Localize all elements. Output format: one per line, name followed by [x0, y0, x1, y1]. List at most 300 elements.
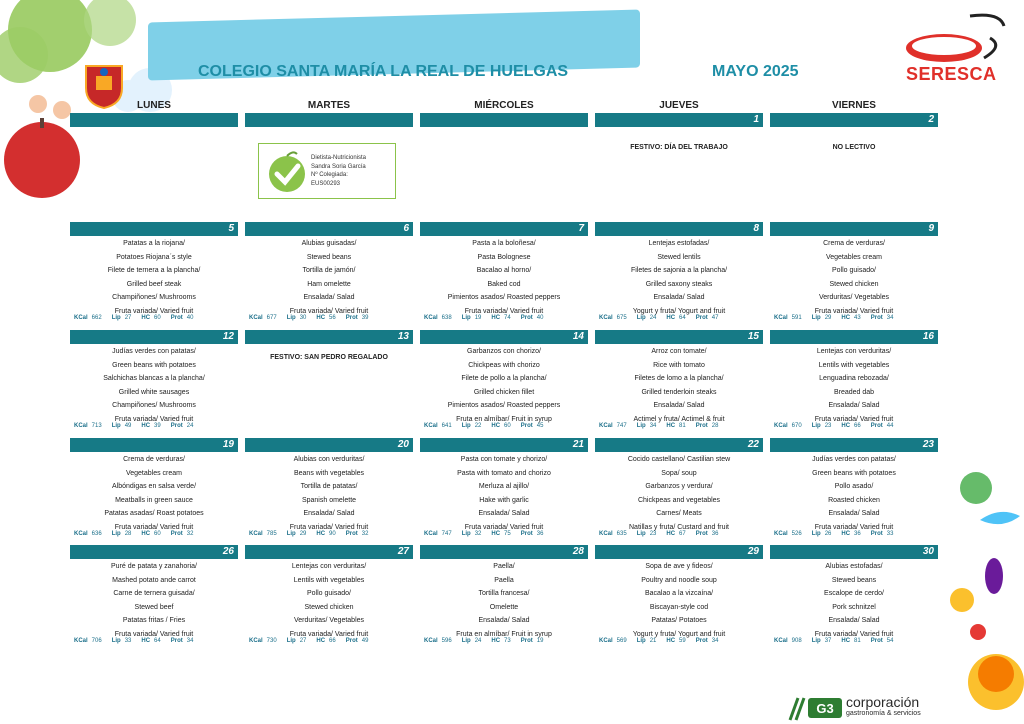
menu-item: Escalope de cerdo/ [824, 590, 884, 597]
menu-item: Albóndigas en salsa verde/ [111, 483, 197, 490]
vegetables-illustration [940, 460, 1024, 724]
nutrition-label-kcal: KCal [249, 638, 263, 644]
nutrition-value-kcal: 670 [791, 423, 802, 429]
menu-item: Fruta variada/ Varied fruit [114, 415, 194, 423]
nutrition-label-kcal: KCal [74, 423, 88, 429]
menu-item: Stewed beef [134, 603, 174, 611]
menu-item: Stewed beans [306, 253, 352, 261]
nutrition-label-kcal: KCal [774, 423, 788, 429]
nutrition-label-lip: Lip [111, 638, 121, 644]
menu-cell [245, 560, 413, 641]
day-number-bar: 9 [770, 222, 938, 236]
menu-item: Fruta variada/ Varied fruit [114, 630, 194, 638]
day-number-bar: 21 [420, 438, 588, 452]
menu-item: Champiñones/ Mushrooms [112, 402, 196, 409]
menu-item: Fruta variada/ Varied fruit [114, 307, 194, 315]
nutrition-label-hc: HC [141, 315, 151, 321]
menu-cell [245, 345, 413, 365]
nutrition-value-kcal: 596 [441, 638, 452, 644]
nutrition-label-prot: Prot [170, 315, 183, 321]
nutrition-value-prot: 44 [886, 423, 894, 429]
menu-cell [595, 345, 763, 426]
nutrition-value-hc: 60 [504, 423, 511, 429]
nutrition-label-prot: Prot [695, 423, 708, 429]
footer-subtitle: gastronomía & servicios [846, 710, 921, 717]
menu-item: Salchichas blancas a la plancha/ [103, 375, 205, 382]
menu-item: Grilled tenderloin steaks [641, 388, 717, 396]
nutrition-value-prot: 49 [361, 638, 369, 644]
day-number-bar: 19 [70, 438, 238, 452]
nutrition-value-kcal: 675 [616, 315, 627, 321]
menu-item: Paella/ [493, 563, 515, 570]
nutrition-label-lip: Lip [811, 423, 821, 429]
nutrition-label-prot: Prot [870, 315, 883, 321]
checkmark-apple-icon [265, 150, 309, 194]
nutrition-label-prot: Prot [870, 423, 883, 429]
nutrition-label-prot: Prot [170, 423, 183, 429]
nutrition-row [599, 315, 767, 321]
nutrition-value-lip: 23 [649, 531, 657, 537]
nutrition-label-hc: HC [141, 531, 151, 537]
menu-item: Rice with tomato [653, 361, 705, 369]
menu-item: Vegetables cream [125, 469, 183, 477]
menu-item: Roasted chicken [828, 496, 880, 504]
nutrition-value-prot: 34 [711, 638, 719, 644]
day-number-bar: 22 [595, 438, 763, 452]
menu-item: Pimientos asados/ Roasted peppers [447, 294, 561, 301]
menu-cell [770, 345, 938, 426]
menu-item: Pimientos asados/ Roasted peppers [447, 402, 561, 409]
nutrition-label-prot: Prot [345, 638, 358, 644]
nutrition-label-lip: Lip [461, 638, 471, 644]
nutrition-value-kcal: 785 [266, 531, 277, 537]
nutrition-label-hc: HC [141, 638, 151, 644]
nutrition-label-hc: HC [316, 315, 326, 321]
nutrition-label-lip: Lip [636, 423, 646, 429]
nutrition-value-lip: 24 [474, 638, 482, 644]
menu-item: Champiñones/ Mushrooms [112, 294, 196, 301]
nutrition-label-prot: Prot [695, 638, 708, 644]
menu-item: Breaded dab [833, 388, 875, 396]
nutrition-label-prot: Prot [345, 531, 358, 537]
menu-item: Spanish omelette [301, 496, 357, 504]
day-header: MARTES [307, 100, 351, 111]
menu-item: Tortilla de jamón/ [302, 267, 356, 274]
menu-item: Yogurt y fruta/ Yogurt and fruit [632, 630, 726, 638]
menu-item: Fruta variada/ Varied fruit [814, 415, 894, 423]
nutrition-value-hc: 67 [679, 531, 686, 537]
school-title: COLEGIO SANTA MARÍA LA REAL DE HUELGAS [198, 63, 569, 80]
menu-cell [420, 345, 588, 426]
menu-item: Ensalada/ Salad [478, 510, 530, 517]
nutrition-label-kcal: KCal [599, 638, 613, 644]
day-number-bar: 27 [245, 545, 413, 559]
menu-cell [70, 560, 238, 641]
dietitian-license-number: EUS00293 [311, 180, 341, 187]
nutrition-label-kcal: KCal [74, 315, 88, 321]
day-number-bar: 23 [770, 438, 938, 452]
menu-item: Ensalada/ Salad [828, 402, 880, 409]
menu-item: Filetes de sajonia a la plancha/ [630, 267, 728, 274]
menu-item: Judías verdes con patatas/ [812, 456, 896, 463]
nutrition-value-prot: 32 [361, 531, 369, 537]
nutrition-value-lip: 27 [124, 315, 132, 321]
menu-item: Natillas y fruta/ Custard and fruit [629, 523, 729, 531]
nutrition-label-kcal: KCal [74, 531, 88, 537]
nutrition-label-lip: Lip [111, 315, 121, 321]
menu-item: Vegetables cream [825, 253, 883, 261]
nutrition-value-hc: 64 [154, 638, 161, 644]
nutrition-label-lip: Lip [811, 315, 821, 321]
nutrition-label-kcal: KCal [599, 531, 613, 537]
nutrition-label-kcal: KCal [249, 315, 263, 321]
menu-item: Pasta Bolognese [477, 253, 531, 261]
nutrition-value-lip: 21 [649, 638, 657, 644]
menu-item: Crema de verduras/ [123, 456, 185, 463]
menu-item: Fruta variada/ Varied fruit [289, 523, 369, 531]
nutrition-label-lip: Lip [461, 423, 471, 429]
menu-item: Fruta variada/ Varied fruit [814, 307, 894, 315]
menu-item: Merluza al ajillo/ [478, 483, 530, 490]
menu-item: Pollo asado/ [834, 483, 874, 490]
nutrition-value-hc: 90 [329, 531, 336, 537]
menu-item: Lentejas con verduritas/ [291, 563, 367, 570]
day-number-bar [70, 113, 238, 127]
nutrition-value-prot: 33 [886, 531, 894, 537]
nutrition-label-hc: HC [491, 423, 501, 429]
menu-item: Carnes/ Meats [656, 510, 702, 517]
menu-item: Grilled white sausages [118, 388, 190, 396]
nutrition-value-hc: 66 [854, 423, 861, 429]
nutrition-label-hc: HC [841, 315, 851, 321]
nutrition-label-lip: Lip [461, 531, 471, 537]
nutrition-label-lip: Lip [636, 531, 646, 537]
menu-cell [595, 560, 763, 641]
nutrition-value-hc: 73 [504, 638, 511, 644]
day-number-bar: 15 [595, 330, 763, 344]
day-number-bar: 16 [770, 330, 938, 344]
nutrition-label-prot: Prot [170, 638, 183, 644]
nutrition-label-hc: HC [666, 315, 676, 321]
menu-item: Pollo guisado/ [307, 590, 351, 597]
nutrition-label-prot: Prot [695, 531, 708, 537]
nutrition-value-lip: 34 [649, 423, 657, 429]
nutrition-row [599, 531, 767, 537]
nutrition-label-lip: Lip [461, 315, 471, 321]
nutrition-label-kcal: KCal [249, 531, 263, 537]
menu-cell [70, 345, 238, 426]
day-note: FESTIVO: SAN PEDRO REGALADO [270, 354, 388, 361]
nutrition-value-kcal: 526 [791, 531, 802, 537]
menu-item: Fruta variada/ Varied fruit [464, 307, 544, 315]
menu-item: Pasta a la boloñesa/ [472, 240, 536, 247]
day-number-bar: 29 [595, 545, 763, 559]
brand-name: SERESCA [906, 64, 997, 84]
nutrition-label-prot: Prot [520, 531, 533, 537]
nutrition-row [599, 638, 767, 644]
nutrition-value-hc: 81 [679, 423, 686, 429]
menu-item: Verduritas/ Vegetables [293, 617, 365, 624]
menu-item: Fruta variada/ Varied fruit [289, 307, 369, 315]
menu-item: Fruta variada/ Varied fruit [814, 630, 894, 638]
nutrition-label-lip: Lip [286, 315, 296, 321]
nutrition-label-hc: HC [666, 423, 676, 429]
menu-cell [420, 237, 588, 318]
nutrition-label-lip: Lip [636, 638, 646, 644]
dietitian-role: Dietista-Nutricionista [311, 155, 367, 161]
menu-item: Arroz con tomate/ [651, 348, 707, 355]
menu-item: Ham omelette [307, 280, 351, 288]
menu-item: Filete de pollo a la plancha/ [461, 375, 547, 382]
nutrition-row [774, 638, 942, 644]
menu-item: Lentils with vegetables [293, 576, 365, 584]
nutrition-value-kcal: 706 [91, 638, 102, 644]
day-number-bar: 13 [245, 330, 413, 344]
menu-item: Lenguadina rebozada/ [819, 375, 889, 382]
nutrition-value-kcal: 641 [441, 423, 452, 429]
dietitian-license-label: Nº Colegiada: [311, 172, 348, 178]
nutrition-value-lip: 32 [474, 531, 482, 537]
nutrition-value-hc: 66 [329, 638, 336, 644]
menu-item: Ensalada/ Salad [653, 402, 705, 409]
menu-cell [420, 560, 588, 641]
menu-item: Fruta variada/ Varied fruit [464, 523, 544, 531]
menu-item: Potatoes Riojana´s style [116, 253, 192, 261]
menu-item: Patatas asadas/ Roast potatoes [104, 510, 204, 517]
nutrition-label-hc: HC [841, 423, 851, 429]
nutrition-label-prot: Prot [520, 638, 533, 644]
nutrition-value-hc: 81 [854, 638, 861, 644]
menu-cell [595, 237, 763, 318]
menu-item: Alubias estofadas/ [825, 563, 883, 570]
nutrition-label-kcal: KCal [424, 638, 438, 644]
nutrition-value-kcal: 713 [91, 423, 102, 429]
menu-item: Tortilla francesa/ [478, 590, 530, 597]
g3-mark: G3 [816, 701, 834, 716]
nutrition-value-kcal: 591 [791, 315, 802, 321]
nutrition-label-hc: HC [491, 315, 501, 321]
menu-item: Fruta en almíbar/ Fruit in syrup [456, 415, 552, 423]
menu-item: Fruta variada/ Varied fruit [114, 523, 194, 531]
menu-item: Judías verdes con patatas/ [112, 348, 196, 355]
nutrition-value-hc: 75 [504, 531, 511, 537]
day-note: FESTIVO: DÍA DEL TRABAJO [630, 144, 728, 151]
nutrition-label-hc: HC [666, 531, 676, 537]
menu-item: Ensalada/ Salad [478, 617, 530, 624]
nutrition-row [424, 423, 592, 429]
nutrition-label-prot: Prot [520, 423, 533, 429]
nutrition-label-lip: Lip [636, 315, 646, 321]
menu-item: Pollo guisado/ [832, 267, 876, 274]
menu-item: Bacalao a la vizcaína/ [644, 590, 714, 597]
nutrition-value-prot: 34 [186, 638, 194, 644]
menu-item: Grilled beef steak [126, 280, 182, 288]
menu-item: Filete de ternera a la plancha/ [107, 267, 201, 274]
nutrition-label-hc: HC [141, 423, 151, 429]
day-number-bar [245, 113, 413, 127]
menu-cell [770, 453, 938, 534]
nutrition-label-kcal: KCal [424, 531, 438, 537]
nutrition-value-lip: 30 [299, 315, 307, 321]
nutrition-label-kcal: KCal [774, 315, 788, 321]
nutrition-value-prot: 45 [536, 423, 544, 429]
menu-item: Stewed lentils [657, 253, 701, 261]
menu-item: Actimel y fruta/ Actimel & fruit [633, 415, 725, 423]
dietitian-name: Sandra Soria García [311, 163, 366, 170]
nutrition-value-lip: 19 [474, 315, 482, 321]
nutrition-value-kcal: 677 [266, 315, 277, 321]
menu-cell [595, 128, 763, 155]
dietitian-stamp [258, 143, 396, 199]
menu-item: Meatballs in green sauce [115, 496, 193, 504]
menu-item: Puré de patata y zanahoria/ [110, 563, 197, 570]
nutrition-value-prot: 19 [536, 638, 544, 644]
menu-cell [245, 453, 413, 534]
nutrition-value-lip: 33 [124, 638, 132, 644]
nutrition-value-kcal: 635 [616, 531, 627, 537]
menu-item: Garbanzos y verdura/ [645, 483, 713, 490]
nutrition-row [74, 531, 242, 537]
day-number-bar [420, 113, 588, 127]
menu-item: Alubias con verduritas/ [293, 456, 365, 463]
menu-item: Lentejas con verduritas/ [816, 348, 892, 355]
nutrition-label-prot: Prot [870, 531, 883, 537]
day-number-bar: 12 [70, 330, 238, 344]
day-header: VIERNES [832, 100, 876, 111]
menu-item: Ensalada/ Salad [828, 617, 880, 624]
day-header: LUNES [137, 100, 171, 111]
menu-item: Verduritas/ Vegetables [818, 294, 890, 301]
nutrition-value-prot: 28 [711, 423, 719, 429]
menu-item: Green beans with potatoes [812, 469, 896, 477]
nutrition-value-prot: 54 [886, 638, 894, 644]
menu-item: Tortilla de patatas/ [300, 483, 358, 490]
nutrition-value-hc: 60 [154, 531, 161, 537]
nutrition-label-hc: HC [491, 638, 501, 644]
menu-item: Paella [494, 576, 514, 584]
nutrition-row [249, 531, 417, 537]
nutrition-value-lip: 29 [824, 315, 832, 321]
nutrition-value-lip: 37 [824, 638, 832, 644]
menu-item: Pork schnitzel [832, 603, 876, 611]
menu-item: Patatas a la riojana/ [123, 240, 185, 247]
nutrition-label-kcal: KCal [74, 638, 88, 644]
menu-item: Patatas fritas / Fries [122, 617, 186, 624]
nutrition-row [74, 315, 242, 321]
nutrition-row [74, 638, 242, 644]
menu-item: Pasta con tomate y chorizo/ [460, 456, 548, 463]
menu-item: Ensalada/ Salad [828, 510, 880, 517]
day-number-bar: 30 [770, 545, 938, 559]
nutrition-value-hc: 36 [854, 531, 861, 537]
menu-cell [770, 560, 938, 641]
nutrition-row [599, 423, 767, 429]
nutrition-value-prot: 36 [711, 531, 719, 537]
menu-cell [245, 237, 413, 318]
nutrition-value-prot: 36 [536, 531, 544, 537]
nutrition-label-lip: Lip [286, 531, 296, 537]
day-header: MIÉRCOLES [474, 100, 534, 111]
nutrition-value-lip: 23 [824, 423, 832, 429]
day-number-bar: 26 [70, 545, 238, 559]
menu-item: Stewed chicken [829, 280, 879, 288]
nutrition-row [774, 531, 942, 537]
day-number-bar: 8 [595, 222, 763, 236]
nutrition-value-prot: 34 [886, 315, 894, 321]
menu-cell [770, 128, 938, 155]
nutrition-label-hc: HC [316, 531, 326, 537]
nutrition-row [424, 315, 592, 321]
nutrition-label-hc: HC [491, 531, 501, 537]
nutrition-label-prot: Prot [695, 315, 708, 321]
nutrition-label-lip: Lip [811, 638, 821, 644]
menu-item: Bacalao al horno/ [476, 267, 532, 274]
day-number-bar: 7 [420, 222, 588, 236]
nutrition-value-prot: 47 [711, 315, 719, 321]
menu-cell [595, 453, 763, 534]
menu-cell [770, 237, 938, 318]
menu-item: Filetes de lomo a la plancha/ [634, 375, 724, 382]
menu-cell [70, 453, 238, 534]
nutrition-label-prot: Prot [170, 531, 183, 537]
day-note: NO LECTIVO [832, 144, 876, 151]
menu-item: Chickpeas with chorizo [468, 361, 540, 369]
nutrition-row [249, 315, 417, 321]
nutrition-row [774, 423, 942, 429]
nutrition-value-hc: 39 [154, 423, 161, 429]
menu-item: Patatas/ Potatoes [651, 617, 707, 624]
nutrition-label-lip: Lip [111, 423, 121, 429]
menu-item: Pasta with tomato and chorizo [457, 469, 551, 477]
menu-item: Yogurt y fruta/ Yogurt and fruit [632, 307, 726, 315]
menu-item: Fruta variada/ Varied fruit [289, 630, 369, 638]
nutrition-value-kcal: 747 [441, 531, 452, 537]
nutrition-value-lip: 24 [649, 315, 657, 321]
nutrition-value-hc: 59 [679, 638, 686, 644]
menu-item: Ensalada/ Salad [653, 294, 705, 301]
menu-item: Lentils with vegetables [818, 361, 890, 369]
menu-item: Carne de ternera guisada/ [113, 590, 195, 597]
menu-item: Biscayan-style cod [649, 603, 709, 611]
nutrition-value-kcal: 730 [266, 638, 277, 644]
menu-item: Grilled chicken fillet [473, 388, 535, 396]
menu-item: Crema de verduras/ [823, 240, 885, 247]
day-number-bar: 6 [245, 222, 413, 236]
menu-item: Alubias guisadas/ [301, 240, 357, 247]
menu-item: Cocido castellano/ Castilian stew [627, 456, 731, 463]
nutrition-value-lip: 28 [124, 531, 132, 537]
nutrition-row [424, 531, 592, 537]
nutrition-value-lip: 29 [299, 531, 307, 537]
nutrition-label-lip: Lip [111, 531, 121, 537]
nutrition-value-kcal: 747 [616, 423, 627, 429]
nutrition-value-kcal: 636 [91, 531, 102, 537]
nutrition-label-kcal: KCal [774, 638, 788, 644]
nutrition-label-lip: Lip [811, 531, 821, 537]
nutrition-label-kcal: KCal [424, 423, 438, 429]
footer-brand: corporación [846, 694, 920, 710]
day-number-bar: 5 [70, 222, 238, 236]
menu-item: Hake with garlic [479, 496, 529, 504]
menu-item: Omelette [489, 603, 519, 611]
nutrition-value-hc: 56 [329, 315, 336, 321]
day-number-bar: 28 [420, 545, 588, 559]
nutrition-value-lip: 22 [474, 423, 482, 429]
nutrition-label-prot: Prot [345, 315, 358, 321]
nutrition-value-lip: 26 [824, 531, 832, 537]
nutrition-label-prot: Prot [520, 315, 533, 321]
nutrition-label-lip: Lip [286, 638, 296, 644]
